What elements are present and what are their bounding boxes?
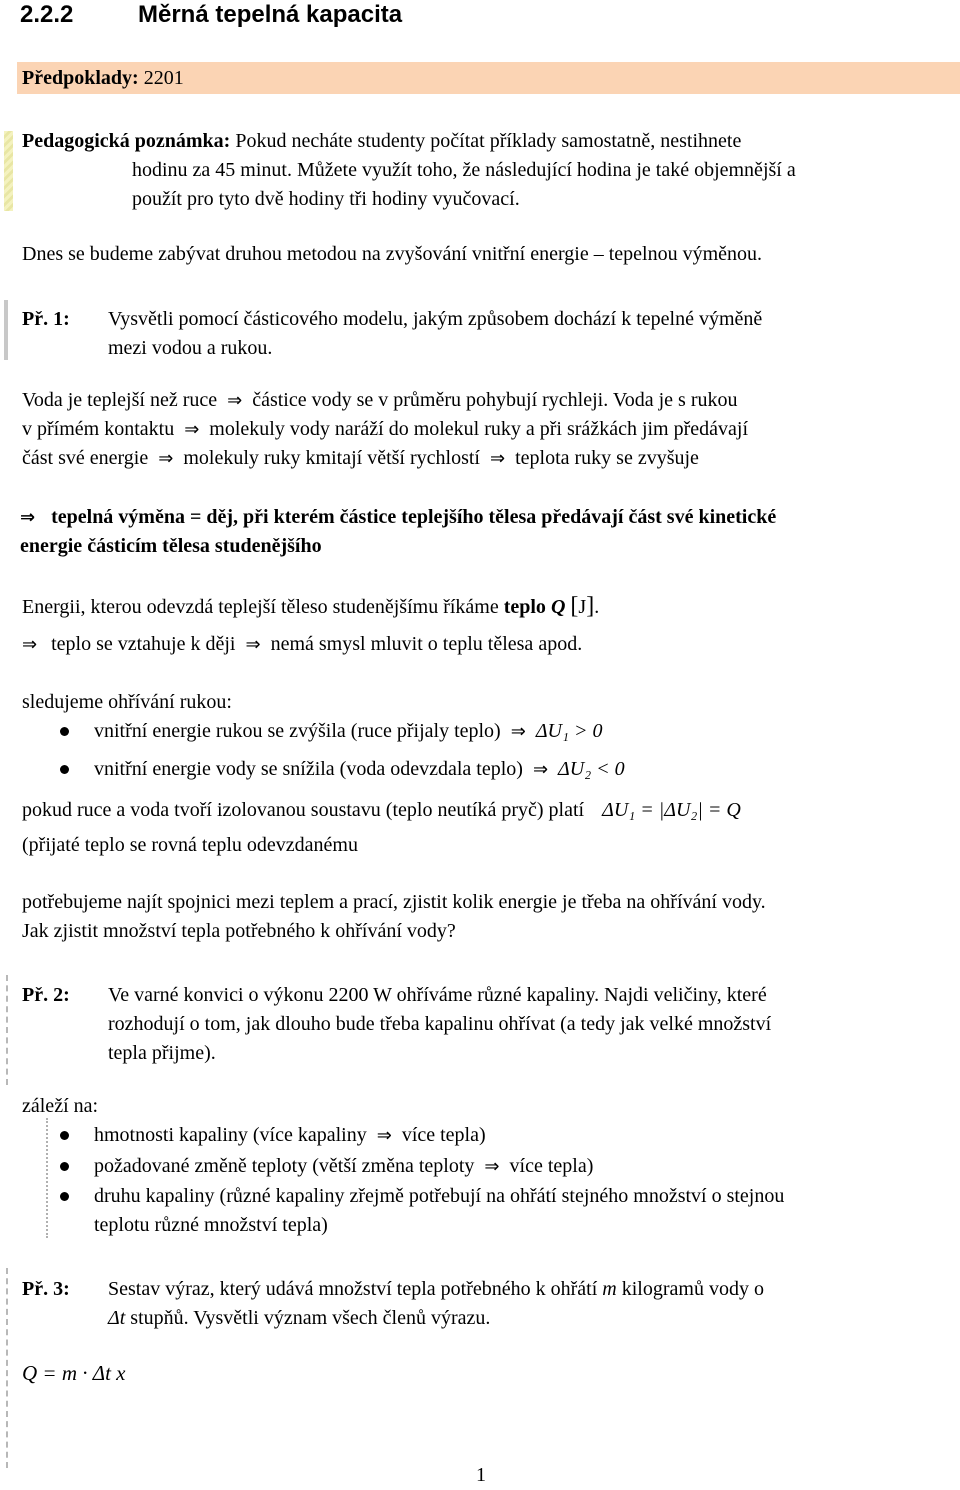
list-item: vnitřní energie vody se snížila (voda odevzdala teplo) ⇒ ΔU₂ < 0	[94, 755, 625, 784]
example-marker	[6, 975, 8, 1085]
note-marker	[4, 131, 13, 211]
implies-icon: ⇒	[245, 634, 261, 655]
implies-icon: ⇒	[22, 634, 38, 655]
list-item: požadované změně teploty (větší změna teploty ⇒ více tepla)	[94, 1152, 593, 1181]
example-1-text: Vysvětli pomocí částicového modelu, jakým způsobem dochází k tepelné výměně mezi vodou a rukou.	[108, 308, 763, 359]
pedagogic-note	[22, 127, 957, 214]
section-number: 2.2.2	[20, 1, 74, 28]
bullet-icon	[60, 1192, 69, 1201]
depends-title: záleží na:	[22, 1095, 99, 1117]
pedagogic-note-line: hodinu za 45 minut. Můžete využít toho, že následující hodina je také objemnější a	[132, 159, 796, 181]
prerequisites-label: Předpoklady:	[22, 67, 139, 89]
bullet-icon	[60, 1162, 69, 1171]
pedagogic-note-line: použít pro tyto dvě hodiny tři hodiny vyučovací.	[132, 188, 520, 210]
pedagogic-note-line: Pokud necháte studenty počítat příklady samostatně, nestihnete	[235, 130, 742, 152]
explanation-paragraph: Voda je teplejší než ruce ⇒ částice vody se v průměru pohybují rychleji. Voda je s rukou v přímém kontaktu ⇒ molekuly vody naráží do molekul ruky a při srážkách jim předávají část své energie ⇒ molekuly ruky kmitají větší rychlostí ⇒ teplota ruky se zvyšuje	[22, 386, 957, 473]
implies-icon: ⇒	[489, 448, 506, 469]
example-2-label: Př. 2:	[22, 984, 70, 1006]
bullet-icon	[60, 727, 69, 736]
implies-icon: ⇒	[184, 419, 200, 440]
intro-text: Dnes se budeme zabývat druhou metodou na zvyšování vnitřní energie – tepelnou výměnou.	[22, 243, 762, 265]
list-marker	[46, 1118, 48, 1238]
example-marker	[6, 1268, 8, 1468]
implies-icon: ⇒	[484, 1156, 500, 1177]
isolated-system-text: pokud ruce a voda tvoří izolovanou soustavu (teplo neutíká pryč) platí ΔU₁ = |ΔU₂| = Q	[22, 799, 741, 821]
implies-icon: ⇒	[532, 759, 549, 780]
prerequisites	[22, 64, 184, 93]
list-item: hmotnosti kapaliny (více kapaliny ⇒ více tepla)	[94, 1121, 486, 1150]
example-1-label: Př. 1:	[22, 308, 70, 330]
formula: Q = m · Δt x	[22, 1361, 126, 1385]
implies-icon: ⇒	[227, 390, 243, 411]
list-item: vnitřní energie rukou se zvýšila (ruce přijaly teplo) ⇒ ΔU₁ > 0	[94, 717, 602, 746]
example-marker	[4, 300, 8, 360]
prerequisites-value: 2201	[143, 67, 184, 89]
section-title: Měrná tepelná kapacita	[138, 1, 403, 28]
example-3-text: Sestav výraz, který udává množství tepla potřebného k ohřátí m kilogramů vody o Δt stupňů. Vysvětli význam všech členů výrazu.	[108, 1278, 764, 1329]
isolated-system-note: (přijaté teplo se rovná teplu odevzdanému	[22, 834, 358, 856]
implies-icon: ⇒	[376, 1125, 392, 1146]
bullet-icon	[60, 765, 69, 774]
bullet-icon	[60, 1131, 69, 1140]
pedagogic-note-label: Pedagogická poznámka:	[22, 130, 231, 152]
implies-icon: ⇒	[158, 448, 174, 469]
example-3-label: Př. 3:	[22, 1278, 70, 1300]
observation-title: sledujeme ohřívání rukou:	[22, 691, 232, 713]
example-2-text: Ve varné konvici o výkonu 2200 W ohříváme různé kapaliny. Najdi veličiny, které rozhodují o tom, jak dlouho bude třeba kapalinu ohřívat (a tedy jak velké množství tepla přijme).	[108, 984, 772, 1064]
implies-icon: ⇒	[510, 721, 526, 742]
heat-process-line: ⇒ teplo se vztahuje k ději ⇒ nemá smysl mluvit o teplu tělesa apod.	[22, 630, 582, 659]
question-paragraph: potřebujeme najít spojnici mezi teplem a prací, zjistit kolik energie je třeba na ohřívání vody. Jak zjistit množství tepla potřebného k ohřívání vody?	[22, 891, 766, 942]
page-number: 1	[476, 1464, 486, 1486]
section-heading	[20, 0, 402, 30]
implies-icon: ⇒	[20, 507, 36, 528]
definition: ⇒ tepelná výměna = děj, při kterém částice teplejšího tělesa předávají část své kinetické energie částicím tělesa studenějšího	[20, 503, 960, 561]
energy-definition: Energii, kterou odevzdá teplejší těleso studenějšímu říkáme teplo Q [J].	[22, 593, 600, 619]
list-item: druhu kapaliny (různé kapaliny zřejmě potřebují na ohřátí stejného množství o stejnou teplotu různé množství tepla)	[94, 1185, 785, 1236]
